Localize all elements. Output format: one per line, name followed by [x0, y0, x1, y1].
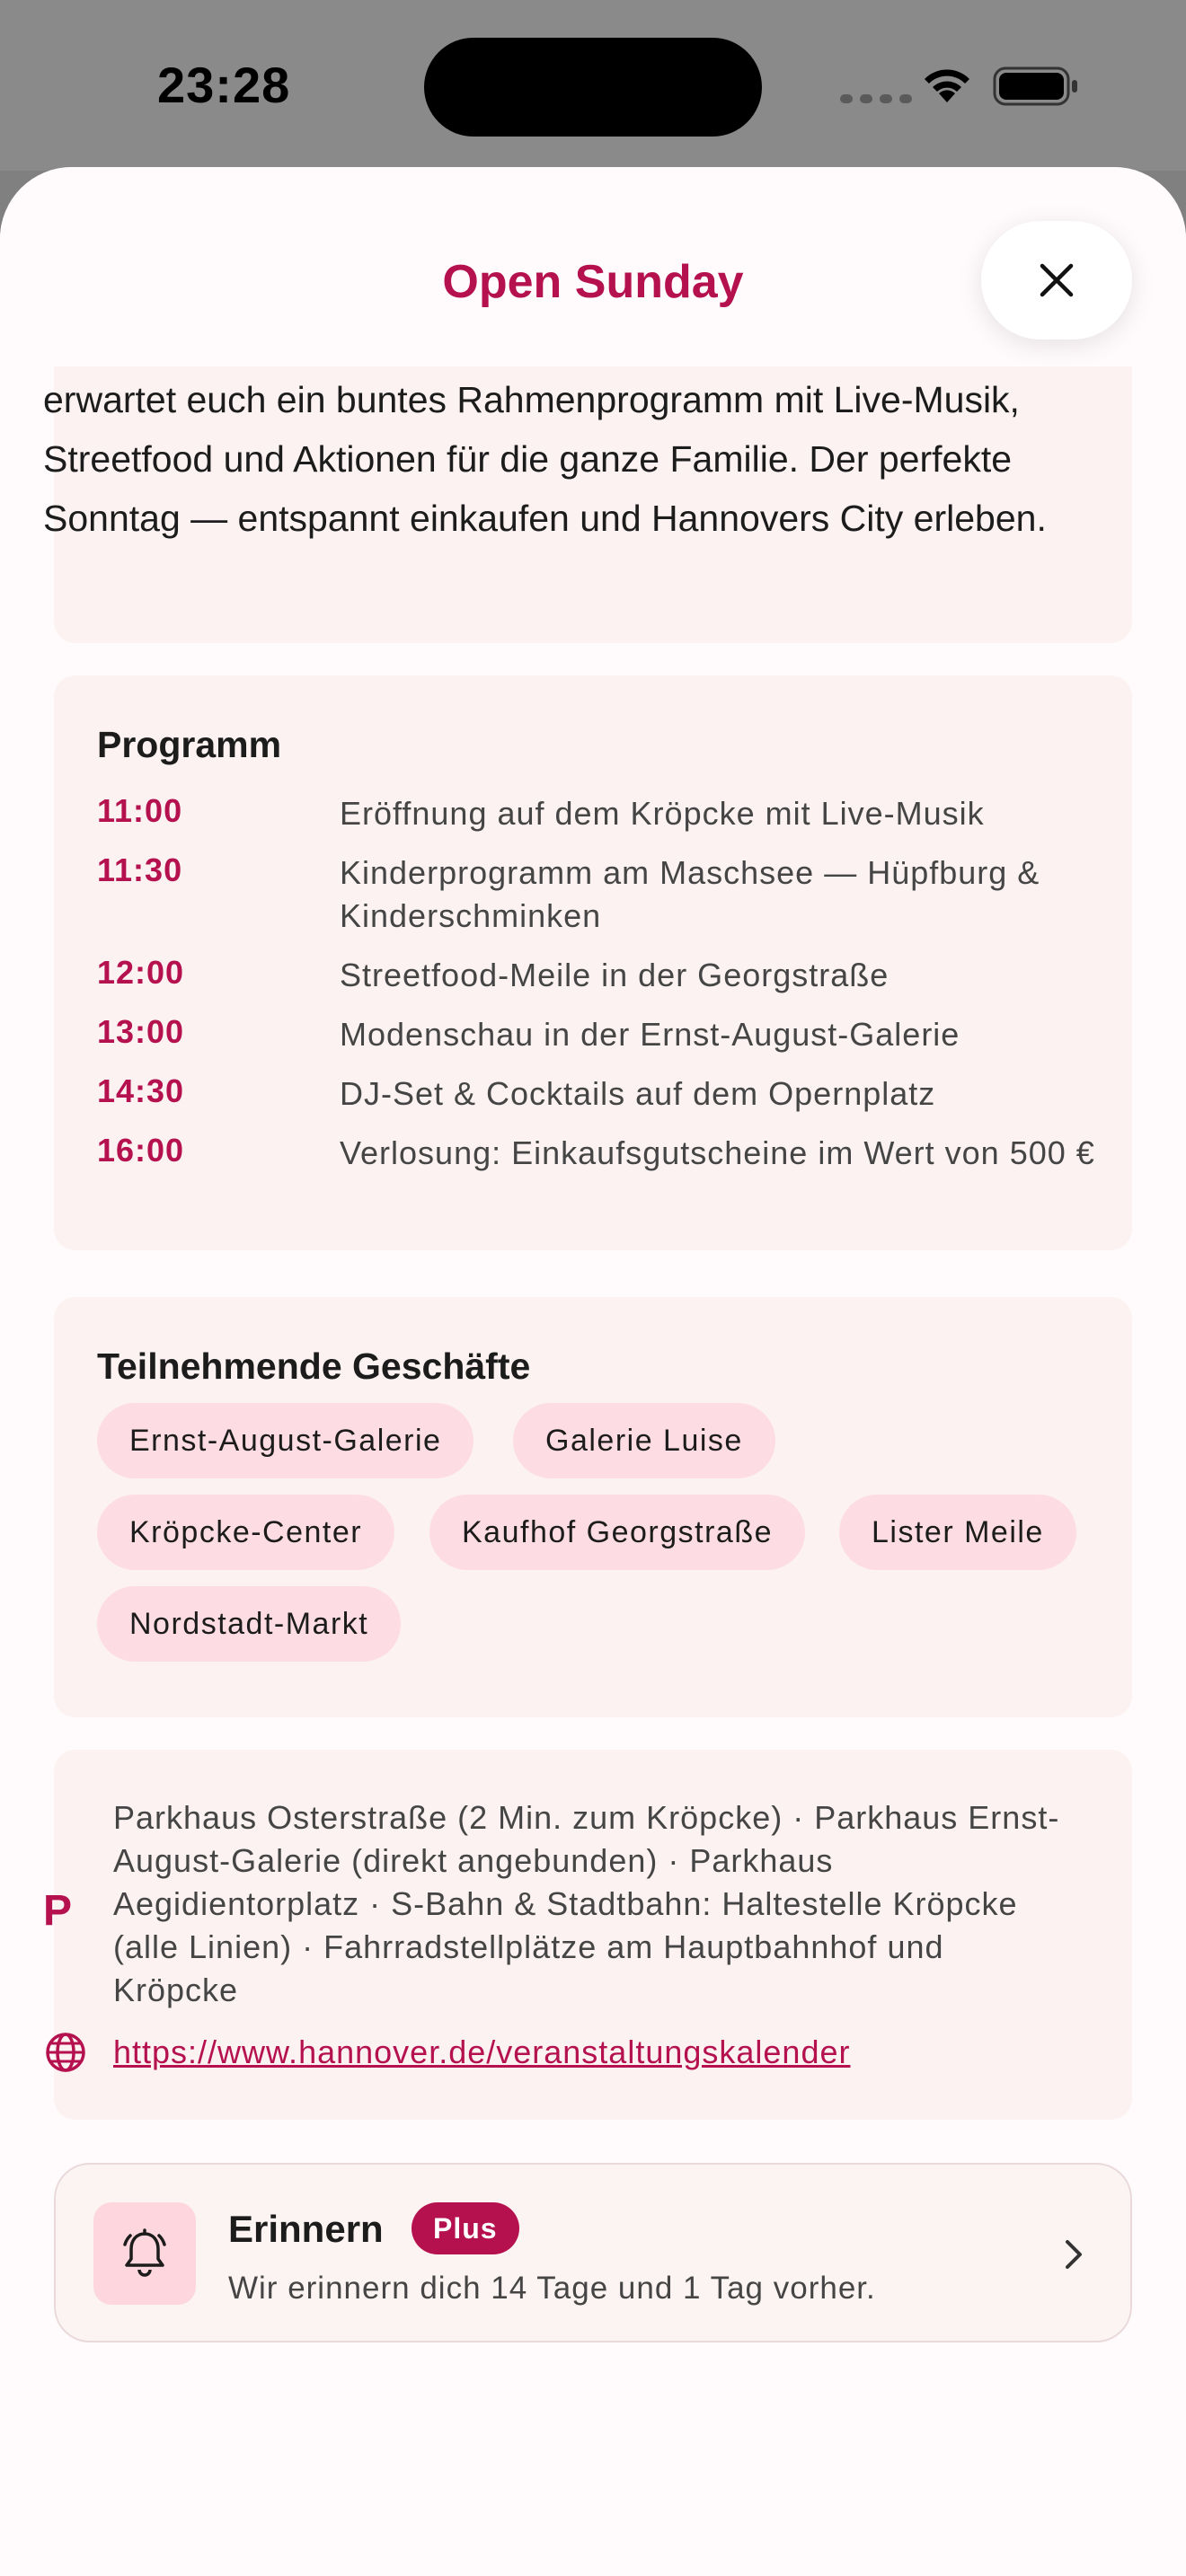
website-link[interactable]: https://www.hannover.de/veranstaltungskalender — [113, 2033, 851, 2070]
close-button[interactable] — [981, 221, 1132, 340]
dynamic-island — [424, 38, 762, 137]
program-desc: Eröffnung auf dem Kröpcke mit Live-Musik — [340, 795, 985, 832]
program-time: 11:00 — [97, 792, 183, 829]
shop-chip[interactable]: Lister Meile — [839, 1495, 1076, 1570]
shops-card — [54, 1297, 1132, 1717]
plus-badge: Plus — [412, 2202, 519, 2254]
program-desc: Verlosung: Einkaufsgutscheine im Wert von 500 € — [340, 1134, 1095, 1171]
sheet-title: Open Sunday — [442, 256, 744, 308]
shop-chip[interactable]: Kröpcke-Center — [97, 1495, 394, 1570]
event-detail-sheet — [0, 167, 1186, 2576]
close-icon — [1037, 260, 1076, 300]
shop-chip[interactable]: Kaufhof Georgstraße — [429, 1495, 805, 1570]
program-desc: Modenschau in der Ernst-August-Galerie — [340, 1016, 960, 1053]
parking-icon: P — [43, 1887, 73, 1935]
globe-icon — [45, 2032, 86, 2073]
shop-chip[interactable]: Ernst-August-Galerie — [97, 1403, 474, 1478]
shop-chip[interactable]: Nordstadt-Markt — [97, 1586, 401, 1662]
program-time: 11:30 — [97, 851, 183, 888]
program-time: 14:30 — [97, 1072, 185, 1109]
sheet-header — [0, 167, 1186, 366]
program-time: 13:00 — [97, 1013, 185, 1050]
reminder-title: Erinnern — [228, 2208, 384, 2250]
parking-text: Parkhaus Osterstraße (2 Min. zum Kröpcke) · Parkhaus Ernst-August-Galerie (direkt angebunden) · Parkhaus Aegidientorplatz · S-Bahn & Stadtbahn: Haltestelle Kröpcke (alle Linien) · Fahrradstellplätze am Hauptbahnhof und Kröpcke — [113, 1799, 1060, 2008]
program-time: 12:00 — [97, 954, 185, 991]
description-text: erwartet euch ein buntes Rahmenprogramm mit Live-Musik, Streetfood und Aktionen für die ganze Familie. Der perfekte Sonntag — entspannt einkaufen und Hannovers City erleben. — [43, 379, 1047, 539]
bell-icon — [118, 2227, 172, 2280]
status-time: 23:28 — [157, 57, 291, 113]
program-time: 16:00 — [97, 1132, 185, 1169]
shops-heading: Teilnehmende Geschäfte — [97, 1345, 531, 1387]
program-card — [54, 675, 1132, 1250]
program-desc: Streetfood-Meile in der Georgstraße — [340, 957, 890, 993]
program-desc: DJ-Set & Cocktails auf dem Opernplatz — [340, 1075, 936, 1112]
shop-chip[interactable]: Galerie Luise — [513, 1403, 775, 1478]
program-desc: Kinderprogramm am Maschsee — Hüpfburg & Kinderschminken — [340, 854, 1040, 934]
program-heading: Programm — [97, 724, 282, 765]
reminder-icon-box — [93, 2202, 196, 2305]
reminder-subtitle: Wir erinnern dich 14 Tage und 1 Tag vorher. — [228, 2271, 876, 2306]
battery-icon — [993, 66, 1079, 106]
signal-dots-icon — [840, 92, 919, 108]
chevron-right-icon — [1058, 2235, 1089, 2274]
wifi-icon — [921, 65, 973, 104]
reminder-button[interactable] — [54, 2163, 1132, 2342]
status-bar — [0, 0, 1186, 171]
